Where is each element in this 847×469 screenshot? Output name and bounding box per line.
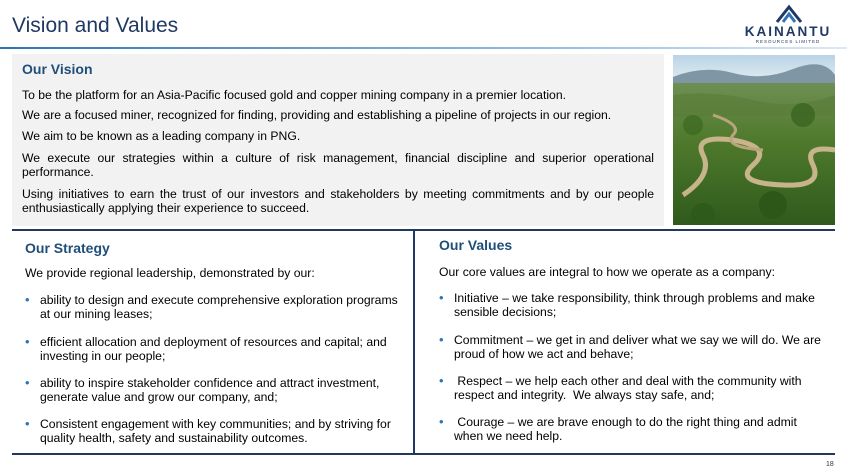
vision-heading: Our Vision	[22, 61, 93, 77]
bullet-icon: •	[439, 290, 444, 305]
strategy-item-text: efficient allocation and deployment of resources and capital; and investing in our people;	[40, 335, 387, 363]
strategy-item-text: ability to inspire stakeholder confidence and attract investment, generate value and grow our company, and;	[40, 376, 380, 404]
vision-paragraph: We are a focused miner, recognized for finding, providing and establishing a pipeline of projects in our region.	[22, 108, 612, 122]
values-item-text: Commitment – we get in and deliver what we say we will do. We are proud of how we act and behave;	[454, 333, 821, 361]
strategy-item-text: ability to design and execute comprehensive exploration programs at our mining leases;	[40, 293, 398, 321]
page-title: Vision and Values	[12, 14, 179, 37]
bullet-icon: •	[25, 334, 30, 349]
bullet-icon: •	[25, 416, 30, 431]
strategy-intro: We provide regional leadership, demonstrated by our:	[25, 266, 315, 280]
section-divider-bottom	[12, 453, 835, 455]
bullet-icon: •	[439, 414, 444, 429]
strategy-heading: Our Strategy	[25, 240, 110, 256]
vision-paragraph: Using initiatives to earn the trust of our investors and stakeholders by meeting commitments and by our people enthusiastically applying their experience to succeed.	[22, 187, 654, 215]
vision-paragraph: To be the platform for an Asia-Pacific focused gold and copper mining company in a premier location.	[22, 88, 566, 102]
vision-paragraph: We aim to be known as a leading company in PNG.	[22, 129, 301, 143]
page-number: 18	[826, 461, 834, 468]
landscape-illustration	[673, 55, 835, 225]
title-divider	[0, 47, 847, 49]
logo-chevron-icon	[774, 2, 804, 24]
values-item-text: Respect – we help each other and deal with the community with respect and integrity. We always stay safe, and;	[454, 374, 805, 402]
bullet-icon: •	[439, 332, 444, 347]
bullet-icon: •	[439, 373, 444, 388]
values-heading: Our Values	[439, 237, 513, 253]
values-item-text: Courage – we are brave enough to do the right thing and admit when we need help.	[454, 415, 801, 443]
strategy-item-text: Consistent engagement with key communities; and by striving for quality health, safety and sustainability outcomes.	[40, 417, 391, 445]
logo-subtitle: RESOURCES LIMITED	[755, 39, 821, 44]
vision-paragraph: We execute our strategies within a culture of risk management, financial discipline and superior operational performance.	[22, 151, 654, 179]
aerial-river-valley-image	[673, 55, 835, 225]
company-logo	[737, 2, 839, 46]
bullet-icon: •	[25, 375, 30, 390]
values-intro: Our core values are integral to how we operate as a company:	[439, 265, 776, 279]
logo-wordmark: KAINANTU	[744, 24, 832, 39]
bullet-icon: •	[25, 292, 30, 307]
values-item-text: Initiative – we take responsibility, think through problems and make sensible decisions;	[454, 291, 815, 319]
section-divider-top	[12, 229, 835, 231]
